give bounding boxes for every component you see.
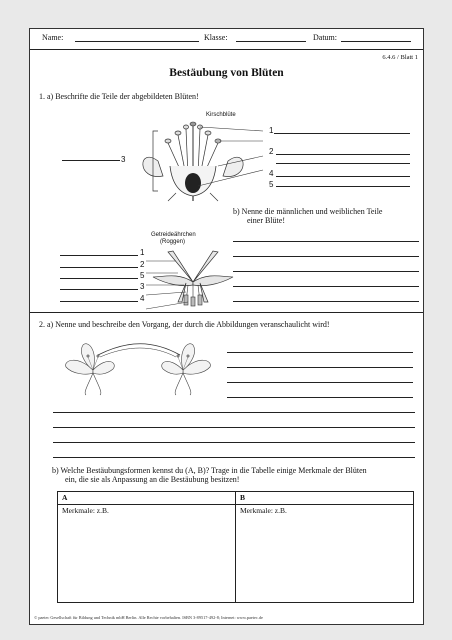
date-label: Datum: xyxy=(313,33,337,42)
fig1-number-1: 1 xyxy=(269,126,274,135)
figure1-caption: Kirschblüte xyxy=(206,112,236,118)
fig2-number-2: 2 xyxy=(140,260,145,269)
class-line[interactable] xyxy=(236,41,306,42)
task1b-answer-line-3[interactable] xyxy=(233,271,419,272)
class-label: Klasse: xyxy=(204,33,228,42)
table-header-b: B xyxy=(236,492,414,505)
fig1-number-3: 3 xyxy=(121,155,126,164)
fig1-answer-line-5[interactable] xyxy=(276,186,410,187)
task2a-answer-line-1[interactable] xyxy=(227,352,413,353)
fig2-answer-line-3[interactable] xyxy=(60,289,138,290)
page-title: Bestäubung von Blüten xyxy=(169,67,284,79)
task2a-answer-line-5[interactable] xyxy=(53,412,415,413)
fig2-number-1: 1 xyxy=(140,248,145,257)
task1b-text-line2: einer Blüte! xyxy=(247,216,285,225)
task2a-answer-line-3[interactable] xyxy=(227,382,413,383)
fig2-answer-line-5[interactable] xyxy=(60,278,138,279)
task2b-text-line2: ein, die sie als Anpassung an die Bestäubung besitzen! xyxy=(65,475,240,484)
fig1-answer-line-1[interactable] xyxy=(274,133,410,134)
task2a-answer-line-4[interactable] xyxy=(227,397,413,398)
table-cell-a[interactable]: Merkmale: z.B. xyxy=(58,505,236,603)
task1b-answer-line-5[interactable] xyxy=(233,301,419,302)
fig1-answer-line-3[interactable] xyxy=(62,160,120,161)
rye-spikelet-diagram xyxy=(148,247,238,307)
figure2-caption-line2: (Roggen) xyxy=(160,239,186,245)
cherry-blossom-diagram xyxy=(128,121,258,201)
task1b-answer-line-2[interactable] xyxy=(233,256,419,257)
fig1-number-2: 2 xyxy=(269,147,274,156)
task1b-answer-line-4[interactable] xyxy=(233,286,419,287)
task2b-text-line1: b) Welche Bestäubungsformen kennst du (A, B)? Trage in die Tabelle einige Merkmale der Blüten xyxy=(52,466,367,475)
name-label: Name: xyxy=(42,33,64,42)
task1a-text: 1. a) Beschrifte die Teile der abgebildeten Blüten! xyxy=(39,92,199,101)
fig2-answer-line-1[interactable] xyxy=(60,255,138,256)
sheet-reference: 6.4.6 / Blatt 1 xyxy=(382,54,418,61)
name-line[interactable] xyxy=(75,41,199,42)
fig1-answer-line-4[interactable] xyxy=(276,176,410,177)
task2a-text: 2. a) Nenne und beschreibe den Vorgang, der durch die Abbildungen veranschaulicht wird! xyxy=(39,320,330,329)
task2a-answer-line-8[interactable] xyxy=(53,457,415,458)
fig2-answer-line-2[interactable] xyxy=(60,267,138,268)
fig1-number-4: 4 xyxy=(269,169,274,178)
fig1-answer-line-2[interactable] xyxy=(276,154,410,155)
task2a-answer-line-6[interactable] xyxy=(53,427,415,428)
date-line[interactable] xyxy=(341,41,411,42)
table-cell-b[interactable]: Merkmale: z.B. xyxy=(236,505,414,603)
table-header-a: A xyxy=(58,492,236,505)
fig2-answer-line-4[interactable] xyxy=(60,301,138,302)
task1b-text-line1: b) Nenne die männlichen und weiblichen Teile xyxy=(233,207,383,216)
fig2-number-4: 4 xyxy=(140,294,145,303)
pollination-diagram xyxy=(58,335,218,397)
features-table xyxy=(57,491,414,603)
header-divider xyxy=(30,49,423,50)
fig2-number-5: 5 xyxy=(140,271,145,280)
figure2-caption-line1: Getreideährchen xyxy=(151,232,196,238)
task2a-answer-line-7[interactable] xyxy=(53,442,415,443)
worksheet-frame xyxy=(29,28,424,625)
task2a-answer-line-2[interactable] xyxy=(227,367,413,368)
task1b-answer-line-1[interactable] xyxy=(233,241,419,242)
copyright-footer: © paetec Gesellschaft für Bildung und Technik mbH Berlin. Alle Rechte vorbehalten. ISBN 3-89517-492-8; Internet: www.paetec.de xyxy=(34,615,263,620)
fig1-number-5: 5 xyxy=(269,180,274,189)
section-divider xyxy=(30,312,423,313)
fig1-answer-line-2b[interactable] xyxy=(276,163,410,164)
fig2-number-3: 3 xyxy=(140,282,145,291)
